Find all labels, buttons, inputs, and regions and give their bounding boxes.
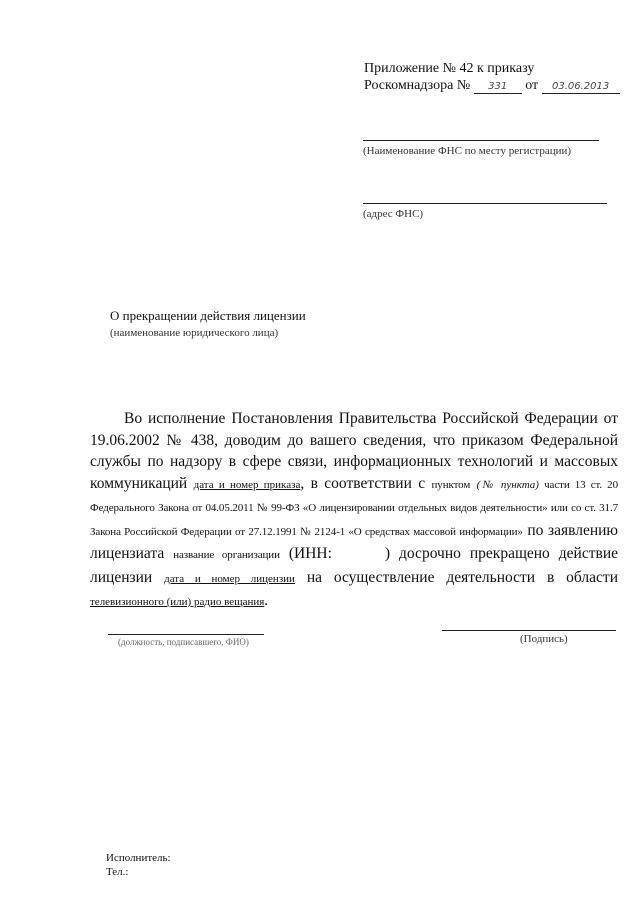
license-ref-placeholder: дата и номер лицензии xyxy=(164,572,295,585)
body-text-7: на осуществление деятельности в области xyxy=(294,568,618,586)
order-date-handwritten: 03.06.2013 xyxy=(542,81,620,94)
appendix-order-label: Роскомнадзора № xyxy=(364,78,471,93)
body-text-2: , в соответствии с xyxy=(300,474,432,492)
subject-block xyxy=(110,308,306,339)
fns-name-line xyxy=(363,140,599,141)
appendix-line1: Приложение № 42 к приказу xyxy=(364,61,535,76)
signature-caption: (Подпись) xyxy=(520,633,568,645)
phone-label: Тел.: xyxy=(106,866,129,878)
body-text-8: . xyxy=(264,592,269,609)
clause-number-placeholder: (№ пункта) xyxy=(476,478,539,491)
body-paragraph xyxy=(90,408,618,614)
appendix-line2 xyxy=(364,77,620,94)
executor-block xyxy=(106,851,171,879)
signature-line xyxy=(442,630,616,631)
body-text-6: ) досрочно прекращено действие лицензии xyxy=(90,545,618,586)
order-ref-placeholder: дата и номер приказа xyxy=(193,478,301,491)
appendix-header xyxy=(364,60,620,94)
activity-placeholder: телевизионного (или) радио вещания xyxy=(90,596,265,608)
body-paragraph-text xyxy=(90,408,618,614)
body-text-1: Во исполнение Постановления Правительства Российской Федерации от 19.06.2002 № 438, доводим до вашего сведения, что приказом Федеральной службы по надзору в сфере связи, информационных технологий и массовых коммуникаций xyxy=(90,410,618,492)
body-text-4: по заявлению лицензиата xyxy=(90,521,619,562)
fns-address-line xyxy=(363,203,607,204)
body-inn-label: (ИНН: xyxy=(279,545,341,562)
fns-address-caption: (адрес ФНС) xyxy=(363,208,424,220)
body-law-reference: части 13 ст. 20 Федерального Закона от 04.05.2011 № 99-ФЗ «О лицензировании отдельных видов деятельности» или со ст. 31.7 Закона Российской Федерации от 27.12.1991 № 2124-1 «О средствах массовой информации» xyxy=(90,478,618,538)
entity-caption: (наименование юридического лица) xyxy=(110,327,279,339)
fns-name-caption: (Наименование ФНС по месту регистрации) xyxy=(363,145,572,157)
executor-label: Исполнитель: xyxy=(106,852,171,864)
subject-title: О прекращении действия лицензии xyxy=(110,308,306,323)
appendix-from-label: от xyxy=(525,78,539,93)
org-name-placeholder: название организации xyxy=(173,549,280,561)
position-caption: (должность, подписавшего, ФИО) xyxy=(118,637,249,647)
clause-word: пунктом xyxy=(431,478,471,491)
order-number-handwritten: 331 xyxy=(474,81,522,94)
position-line xyxy=(108,634,264,635)
